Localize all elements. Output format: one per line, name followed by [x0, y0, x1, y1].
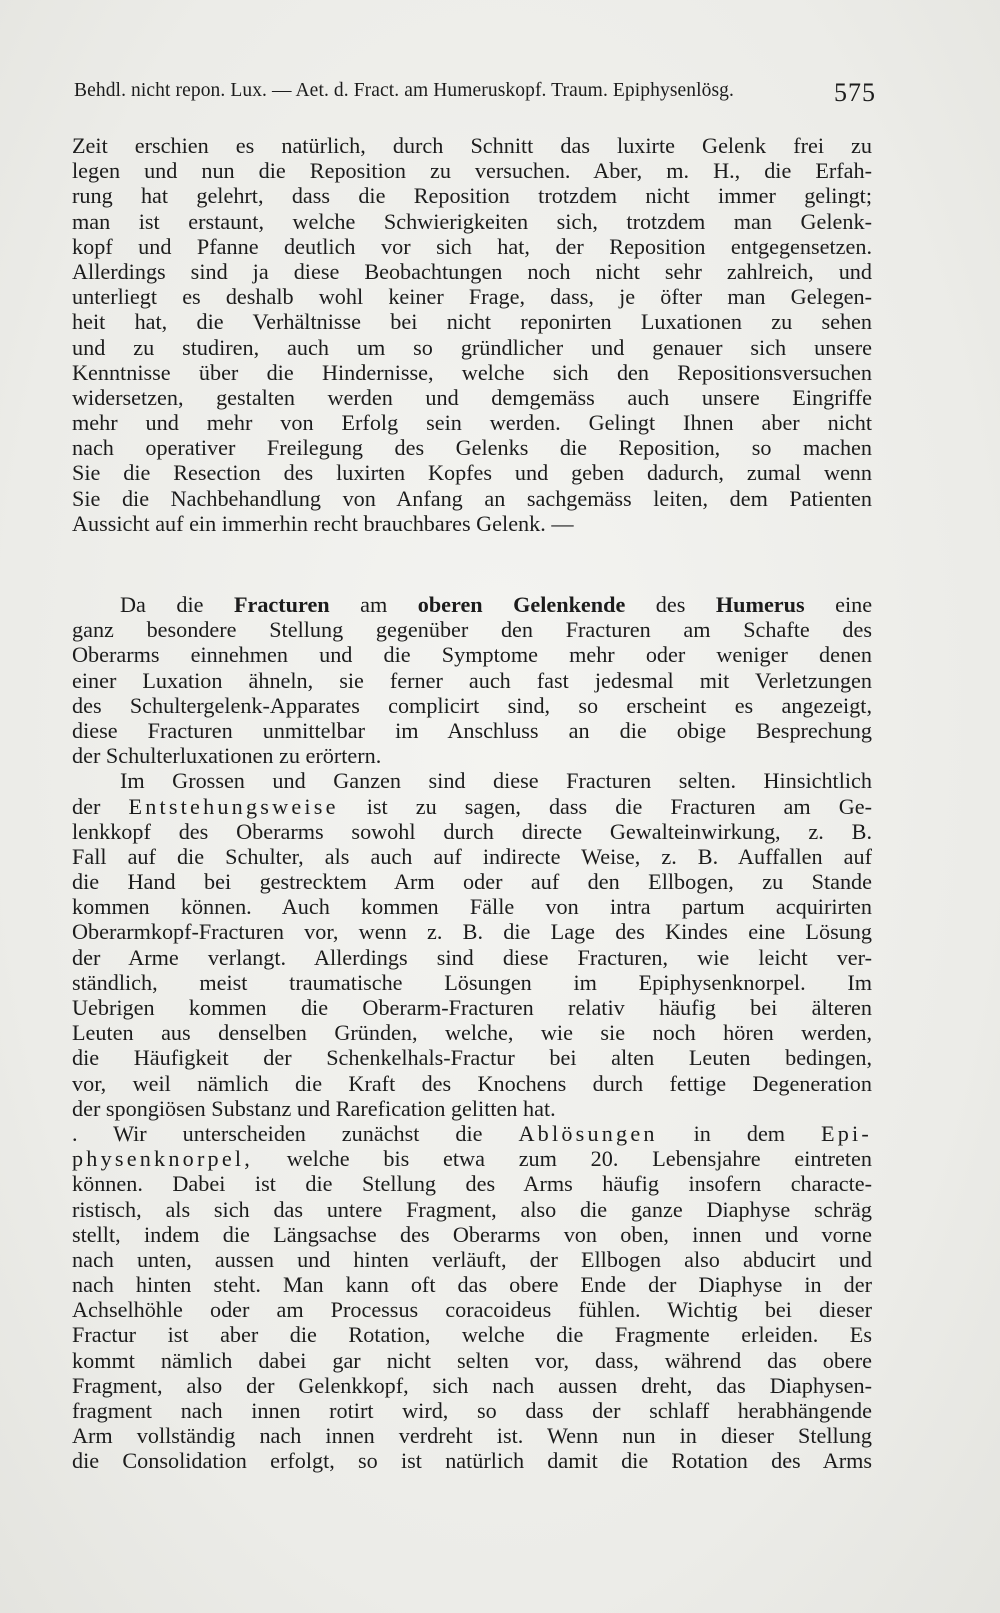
text-line: Fractur ist aber die Rotation, welche die Fragmente erleiden. Es — [72, 1322, 872, 1348]
text-line: ganz besondere Stellung gegenüber den Fracturen am Schafte des — [72, 617, 872, 643]
text-line: stellt, indem die Längsachse des Oberarms von oben, innen und vorne — [72, 1221, 872, 1247]
text-line: die Häufigkeit der Schenkelhals-Fractur bei alten Leuten bedingen, — [72, 1045, 872, 1071]
text-line: Uebrigen kommen die Oberarm-Fracturen relativ häufig bei älteren — [72, 995, 872, 1020]
text-run: des — [655, 592, 686, 617]
text-line: Leuten aus denselben Gründen, welche, wie sie noch hören werden, — [72, 1020, 872, 1046]
text-run: Da die — [120, 592, 204, 617]
text-line: Sie die Nachbehandlung von Anfang an sachgemäss leiten, dem Patienten — [72, 485, 872, 511]
text-line: nach hinten steht. Man kann oft das obere Ende der Diaphyse in der — [72, 1272, 872, 1298]
text-line: Allerdings sind ja diese Beobachtungen noch nicht sehr zahlreich, und — [72, 258, 872, 284]
page-number: 575 — [834, 78, 876, 107]
text-line: der spongiösen Substanz und Rarefication gelitten hat. — [72, 1095, 556, 1121]
paragraph-continuation — [72, 133, 872, 536]
text-line: unterliegt es deshalb wohl keiner Frage, dass, je öfter man Gelegen- — [72, 284, 872, 310]
text-line: ristisch, als sich das untere Fragment, also die ganze Diaphyse schräg — [72, 1196, 872, 1222]
text-line: Fragment, also der Gelenkkopf, sich nach aussen dreht, das Diaphysen- — [72, 1372, 872, 1398]
text-line: Oberarms einnehmen und die Symptome mehr oder weniger denen — [72, 642, 872, 668]
text-line: Sie die Resection des luxirten Kopfes und geben dadurch, zumal wenn — [72, 460, 872, 486]
text-line: einer Luxation ähneln, sie ferner auch fast jedesmal mit Verletzungen — [72, 667, 872, 693]
text-run: ist zu sagen, dass die Fracturen am Ge- — [366, 793, 872, 819]
spaced-term: Epi- — [821, 1120, 872, 1146]
text-line: die Consolidation erfolgt, so ist natürlich damit die Rotation des Arms — [72, 1448, 872, 1474]
paragraph-detachment-second-line — [72, 1146, 872, 1171]
text-line: nach operativer Freilegung des Gelenks die Reposition, so machen — [72, 435, 872, 461]
paragraph-fractures-first-line — [72, 592, 872, 617]
bold-term: oberen Gelenkende — [417, 592, 626, 617]
running-head — [74, 76, 874, 106]
text-run: eine — [835, 592, 872, 617]
running-head-text: Behdl. nicht repon. Lux. — Aet. d. Fract. am Humeruskopf. Traum. Epiphysenlösg. — [74, 80, 734, 101]
text-line: Zeit erschien es natürlich, durch Schnitt das luxirte Gelenk frei zu — [72, 133, 872, 158]
text-run: am — [360, 592, 388, 617]
text-line: mehr und mehr von Erfolg sein werden. Gelingt Ihnen aber nicht — [72, 410, 872, 436]
text-line: rung hat gelehrt, dass die Reposition trotzdem nicht immer gelingt; — [72, 183, 872, 209]
spaced-term: Ablösungen — [518, 1120, 658, 1146]
text-line: widersetzen, gestalten werden und demgemäss auch unsere Eingriffe — [72, 384, 872, 410]
text-line: Kenntnisse über die Hindernisse, welche sich den Repositionsversuchen — [72, 359, 872, 385]
spaced-term: Entstehungsweise — [128, 793, 339, 819]
text-line: Achselhöhle oder am Processus coracoideus fühlen. Wichtig bei dieser — [72, 1297, 872, 1323]
text-line: fragment nach innen rotirt wird, so dass der schlaff herabhängende — [72, 1398, 872, 1423]
text-run: der — [72, 793, 101, 819]
text-line: kommen können. Auch kommen Fälle von intra partum acquirirten — [72, 894, 872, 920]
text-run: . Wir unterscheiden zunächst die — [72, 1120, 483, 1146]
text-line: heit hat, die Verhältnisse bei nicht reponirten Luxationen zu sehen — [72, 309, 872, 335]
text-line: die Hand bei gestrecktem Arm oder auf den Ellbogen, zu Stande — [72, 869, 872, 895]
text-line: Arm vollständig nach innen verdreht ist. Wenn nun in dieser Stellung — [72, 1423, 872, 1449]
text-line: lenkkopf des Oberarms sowohl durch directe Gewalteinwirkung, z. B. — [72, 818, 872, 844]
text-run: welche bis etwa zum 20. Lebensjahre eintreten — [286, 1146, 872, 1172]
text-line: Aussicht auf ein immerhin recht brauchbares Gelenk. — — [72, 510, 574, 536]
bold-term: Humerus — [715, 592, 805, 617]
paragraph-etiology-line — [72, 794, 872, 819]
text-run: in dem — [693, 1120, 786, 1146]
text-line: man ist erstaunt, welche Schwierigkeiten sich, trotzdem man Gelenk- — [72, 208, 872, 234]
text-line: kopf und Pfanne deutlich vor sich hat, der Reposition entgegensetzen. — [72, 233, 872, 259]
text-line: kommt nämlich dabei gar nicht selten vor, dass, während das obere — [72, 1347, 872, 1373]
text-line: des Schultergelenk-Apparates complicirt sind, so erscheint es angezeigt, — [72, 692, 872, 718]
text-line: und zu studiren, auch um so gründlicher und genauer sich unsere — [72, 334, 872, 360]
text-line: der Arme verlangt. Allerdings sind diese Fracturen, wie leicht ver- — [72, 944, 872, 970]
text-line: ständlich, meist traumatische Lösungen im Epiphysenknorpel. Im — [72, 969, 872, 995]
text-line: der Schulterluxationen zu erörtern. — [72, 743, 382, 769]
text-line: Im Grossen und Ganzen sind diese Fracturen selten. Hinsichtlich — [120, 768, 872, 794]
text-line: vor, weil nämlich die Kraft des Knochens durch fettige Degeneration — [72, 1070, 872, 1096]
spaced-term: physenknorpel, — [72, 1146, 253, 1172]
text-line: nach unten, aussen und hinten verläuft, der Ellbogen also abducirt und — [72, 1246, 872, 1272]
text-line: Oberarmkopf-Fracturen vor, wenn z. B. die Lage des Kindes eine Lösung — [72, 919, 872, 945]
text-line: diese Fracturen unmittelbar im Anschluss an die obige Besprechung — [72, 717, 872, 743]
text-line: können. Dabei ist die Stellung des Arms häufig insofern characte- — [72, 1171, 872, 1197]
text-line: legen und nun die Reposition zu versuchen. Aber, m. H., die Erfah- — [72, 158, 872, 184]
paragraph-detachment-first-line — [72, 1121, 872, 1146]
text-line: Fall auf die Schulter, als auch auf indirecte Weise, z. B. Auffallen auf — [72, 843, 872, 869]
section-fractures — [72, 592, 872, 1474]
bold-term: Fracturen — [233, 592, 330, 617]
